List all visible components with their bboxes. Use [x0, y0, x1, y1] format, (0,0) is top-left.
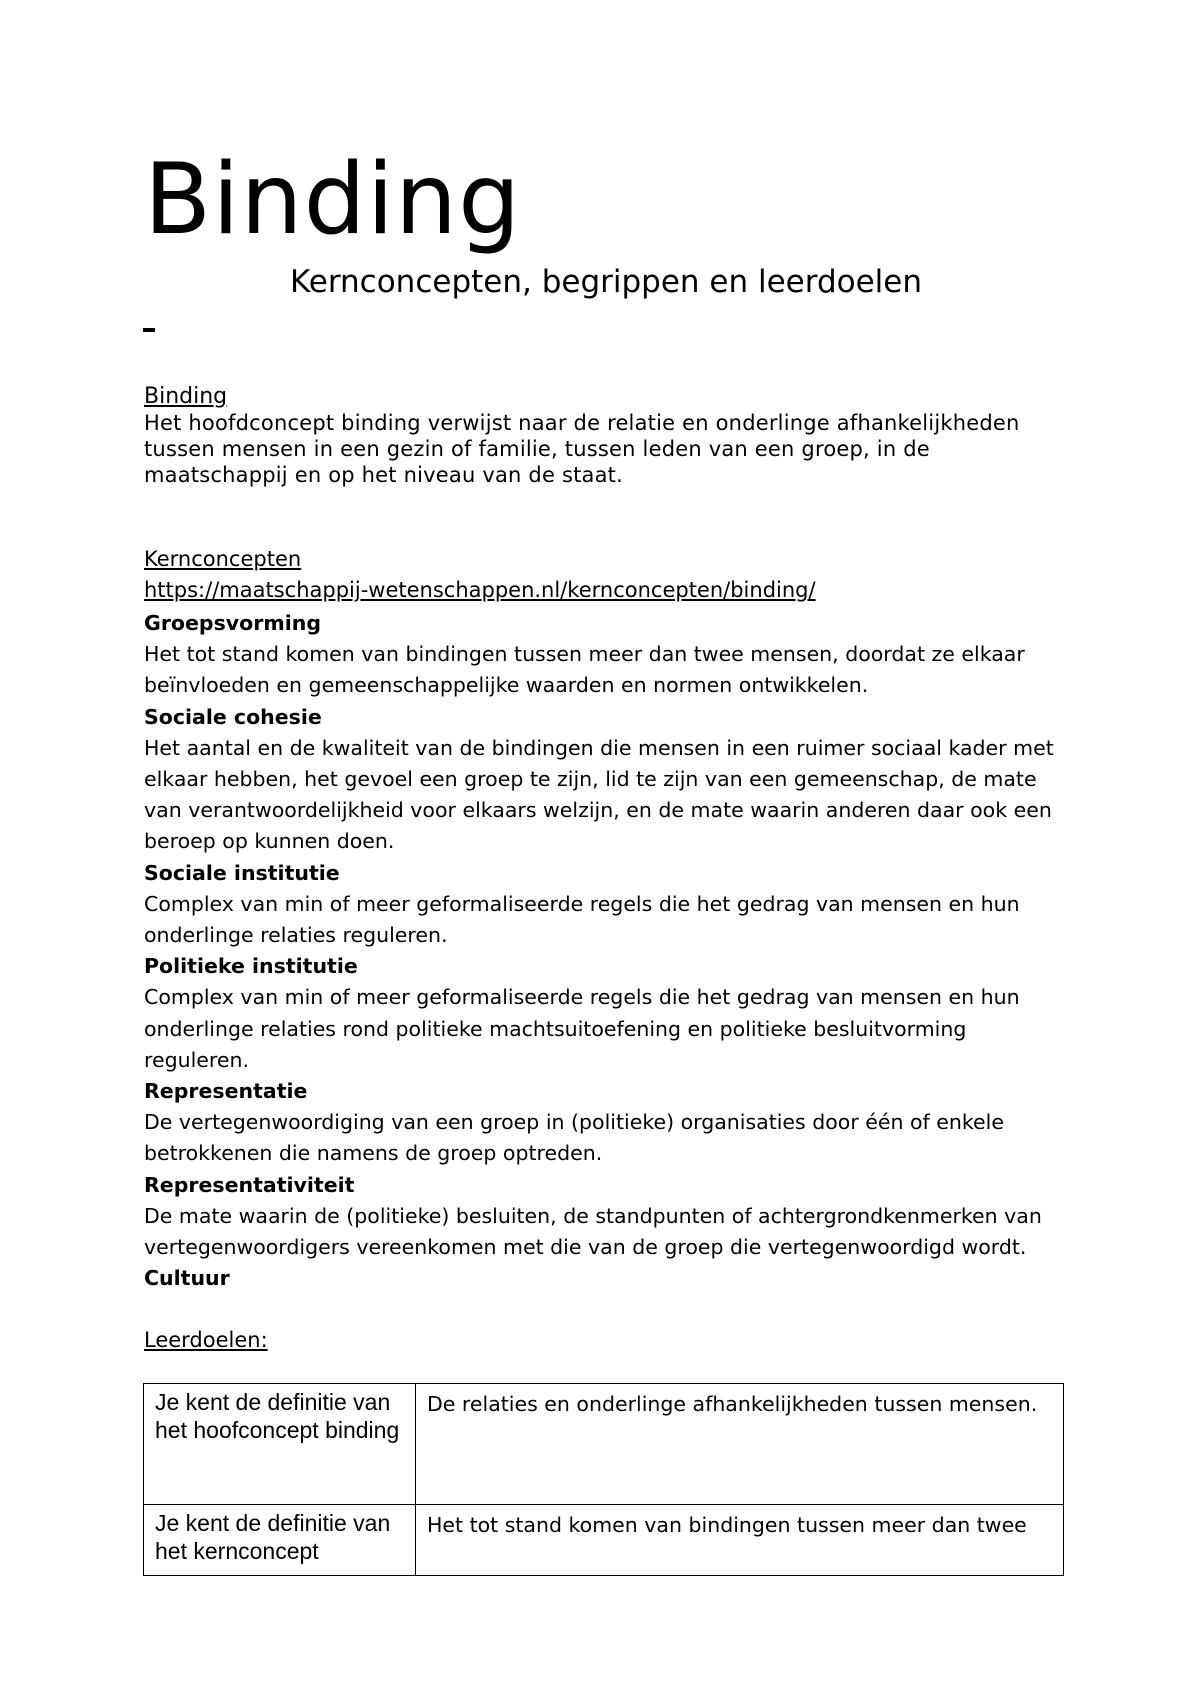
concept-item	[144, 1170, 1064, 1264]
concept-item	[144, 608, 1064, 702]
table-row	[144, 1384, 1064, 1505]
goal-cell	[144, 1505, 416, 1576]
concept-item	[144, 1263, 1064, 1294]
concept-term: Sociale institutie	[144, 860, 340, 885]
answer-cell	[416, 1384, 1064, 1505]
concept-term: Groepsvorming	[144, 611, 322, 635]
goal-text: Je kent de definitie van het hoofconcept binding	[155, 1389, 400, 1443]
concept-definition: De vertegenwoordiging van een groep in (politieke) organisaties door één of enkele betrokkenen die namens de groep optreden.	[144, 1110, 1004, 1166]
concept-definition: Complex van min of meer geformaliseerde regels die het gedrag van mensen en hun onderlinge relaties rond politieke machtsuitoefening en politieke besluitvorming reguleren.	[144, 985, 1020, 1072]
table-row	[144, 1505, 1064, 1576]
kernconcepten-heading: Kernconcepten	[144, 547, 302, 571]
concept-item	[144, 702, 1064, 858]
intro-heading: Binding	[144, 384, 228, 409]
leerdoelen-table	[143, 1383, 1064, 1576]
answer-text: De relaties en onderlinge afhankelijkheden tussen mensen.	[427, 1392, 1038, 1416]
answer-text: Het tot stand komen van bindingen tussen meer dan twee	[427, 1513, 1027, 1537]
leerdoelen-heading: Leerdoelen:	[144, 1328, 268, 1352]
document-title: Binding	[144, 143, 522, 257]
concept-term: Representativiteit	[144, 1172, 355, 1197]
concept-item	[144, 858, 1064, 952]
concept-definition: Het aantal en de kwaliteit van de bindingen die mensen in een ruimer sociaal kader met elkaar hebben, het gevoel een groep te zijn, lid te zijn van een gemeenschap, de mate van verantwoordelijkheid voor elkaars welzijn, en de mate waarin anderen daar ook een beroep op kunnen doen.	[144, 735, 1054, 854]
concept-definition: Complex van min of meer geformaliseerde regels die het gedrag van mensen en hun onderlinge relaties reguleren.	[144, 891, 1020, 948]
kernconcepten-header	[144, 544, 1064, 606]
intro-text: Het hoofdconcept binding verwijst naar de relatie en onderlinge afhankelijkheden tussen mensen in een gezin of familie, tussen leden van een groep, in de maatschappij en op het niveau van de staat.	[144, 411, 1020, 487]
concept-term: Sociale cohesie	[144, 704, 322, 729]
concept-term: Representatie	[144, 1079, 308, 1104]
concept-definition: Het tot stand komen van bindingen tussen meer dan twee mensen, doordat ze elkaar beïnvloeden en gemeenschappelijke waarden en normen ontwikkelen.	[144, 642, 1025, 698]
concept-term: Cultuur	[144, 1266, 230, 1291]
kernconcepten-link[interactable]: https://maatschappij-wetenschappen.nl/kernconcepten/binding/	[144, 578, 816, 602]
concept-term: Politieke institutie	[144, 954, 358, 979]
goal-text: Je kent de definitie van het kernconcept	[155, 1510, 391, 1564]
answer-cell	[416, 1505, 1064, 1576]
concept-definition: De mate waarin de (politieke) besluiten, de standpunten of achtergrondkenmerken van vertegenwoordigers vereenkomen met die van de groep die vertegenwoordigd wordt.	[144, 1203, 1042, 1260]
intro-section	[144, 383, 1064, 488]
concept-item	[144, 1076, 1064, 1170]
dash-mark	[143, 328, 155, 332]
concept-item	[144, 951, 1064, 1076]
goal-cell	[144, 1384, 416, 1505]
concepts-list	[144, 608, 1064, 1294]
document-subtitle: Kernconcepten, begrippen en leerdoelen	[289, 264, 923, 300]
